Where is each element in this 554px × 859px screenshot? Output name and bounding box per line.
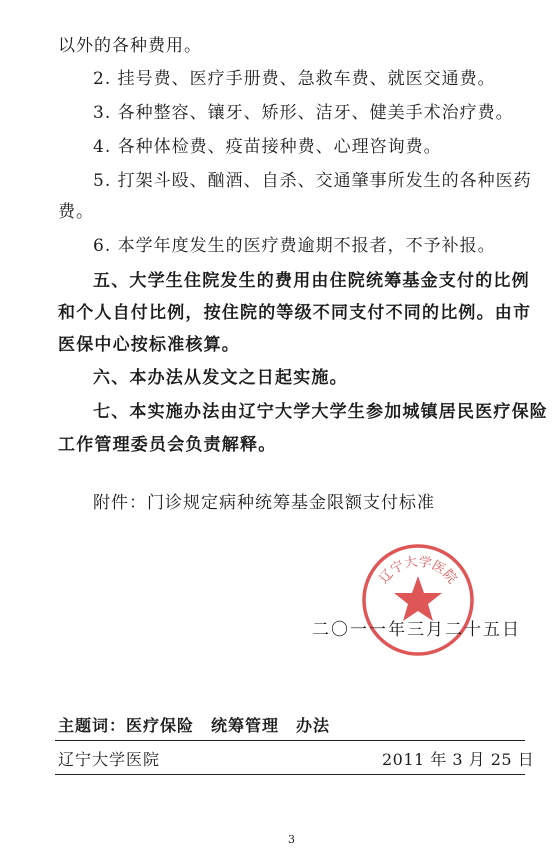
body-line: 以外的各种费用。	[58, 36, 202, 56]
list-item-6: 6. 本学年度发生的医疗费逾期不报者，不予补报。	[93, 236, 496, 256]
list-item-2: 2. 挂号费、医疗手册费、急救车费、就医交通费。	[93, 69, 496, 89]
article-5-line-2: 和个人自付比例，按住院的等级不同支付不同的比例。由市	[58, 303, 532, 323]
article-5: 五、大学生住院发生的费用由住院统筹基金支付的比例	[93, 271, 530, 291]
list-item-3: 3. 各种整容、镶牙、矫形、洁牙、健美手术治疗费。	[93, 103, 514, 123]
issue-date: 2011 年 3 月 25 日	[382, 750, 535, 769]
issuer: 辽宁大学医院	[58, 750, 161, 769]
list-item-5: 5. 打架斗殴、酗酒、自杀、交通肇事所发生的各种医药	[93, 171, 532, 191]
signature-date: 二〇一一年三月二十五日	[312, 620, 521, 640]
article-7-line-2: 工作管理委员会负责解释。	[58, 435, 277, 455]
seal-text: 辽宁大学医院	[376, 554, 460, 587]
subject-keywords: 主题词：医疗保险 统筹管理 办法	[58, 716, 331, 735]
list-item-5-continued: 费。	[58, 202, 94, 222]
seal-star-icon	[394, 576, 442, 621]
divider-top	[55, 740, 525, 741]
attachment-note: 附件：门诊规定病种统筹基金限额支付标准	[93, 493, 435, 513]
official-seal	[358, 540, 478, 660]
article-7: 七、本实施办法由辽宁大学大学生参加城镇居民医疗保险	[93, 402, 548, 422]
list-item-4: 4. 各种体检费、疫苗接种费、心理咨询费。	[93, 137, 442, 157]
article-5-line-3: 医保中心按标准核算。	[58, 335, 240, 355]
divider-bottom	[55, 774, 525, 775]
page-number: 3	[288, 833, 295, 846]
article-6: 六、本办法从发文之日起实施。	[93, 368, 348, 388]
